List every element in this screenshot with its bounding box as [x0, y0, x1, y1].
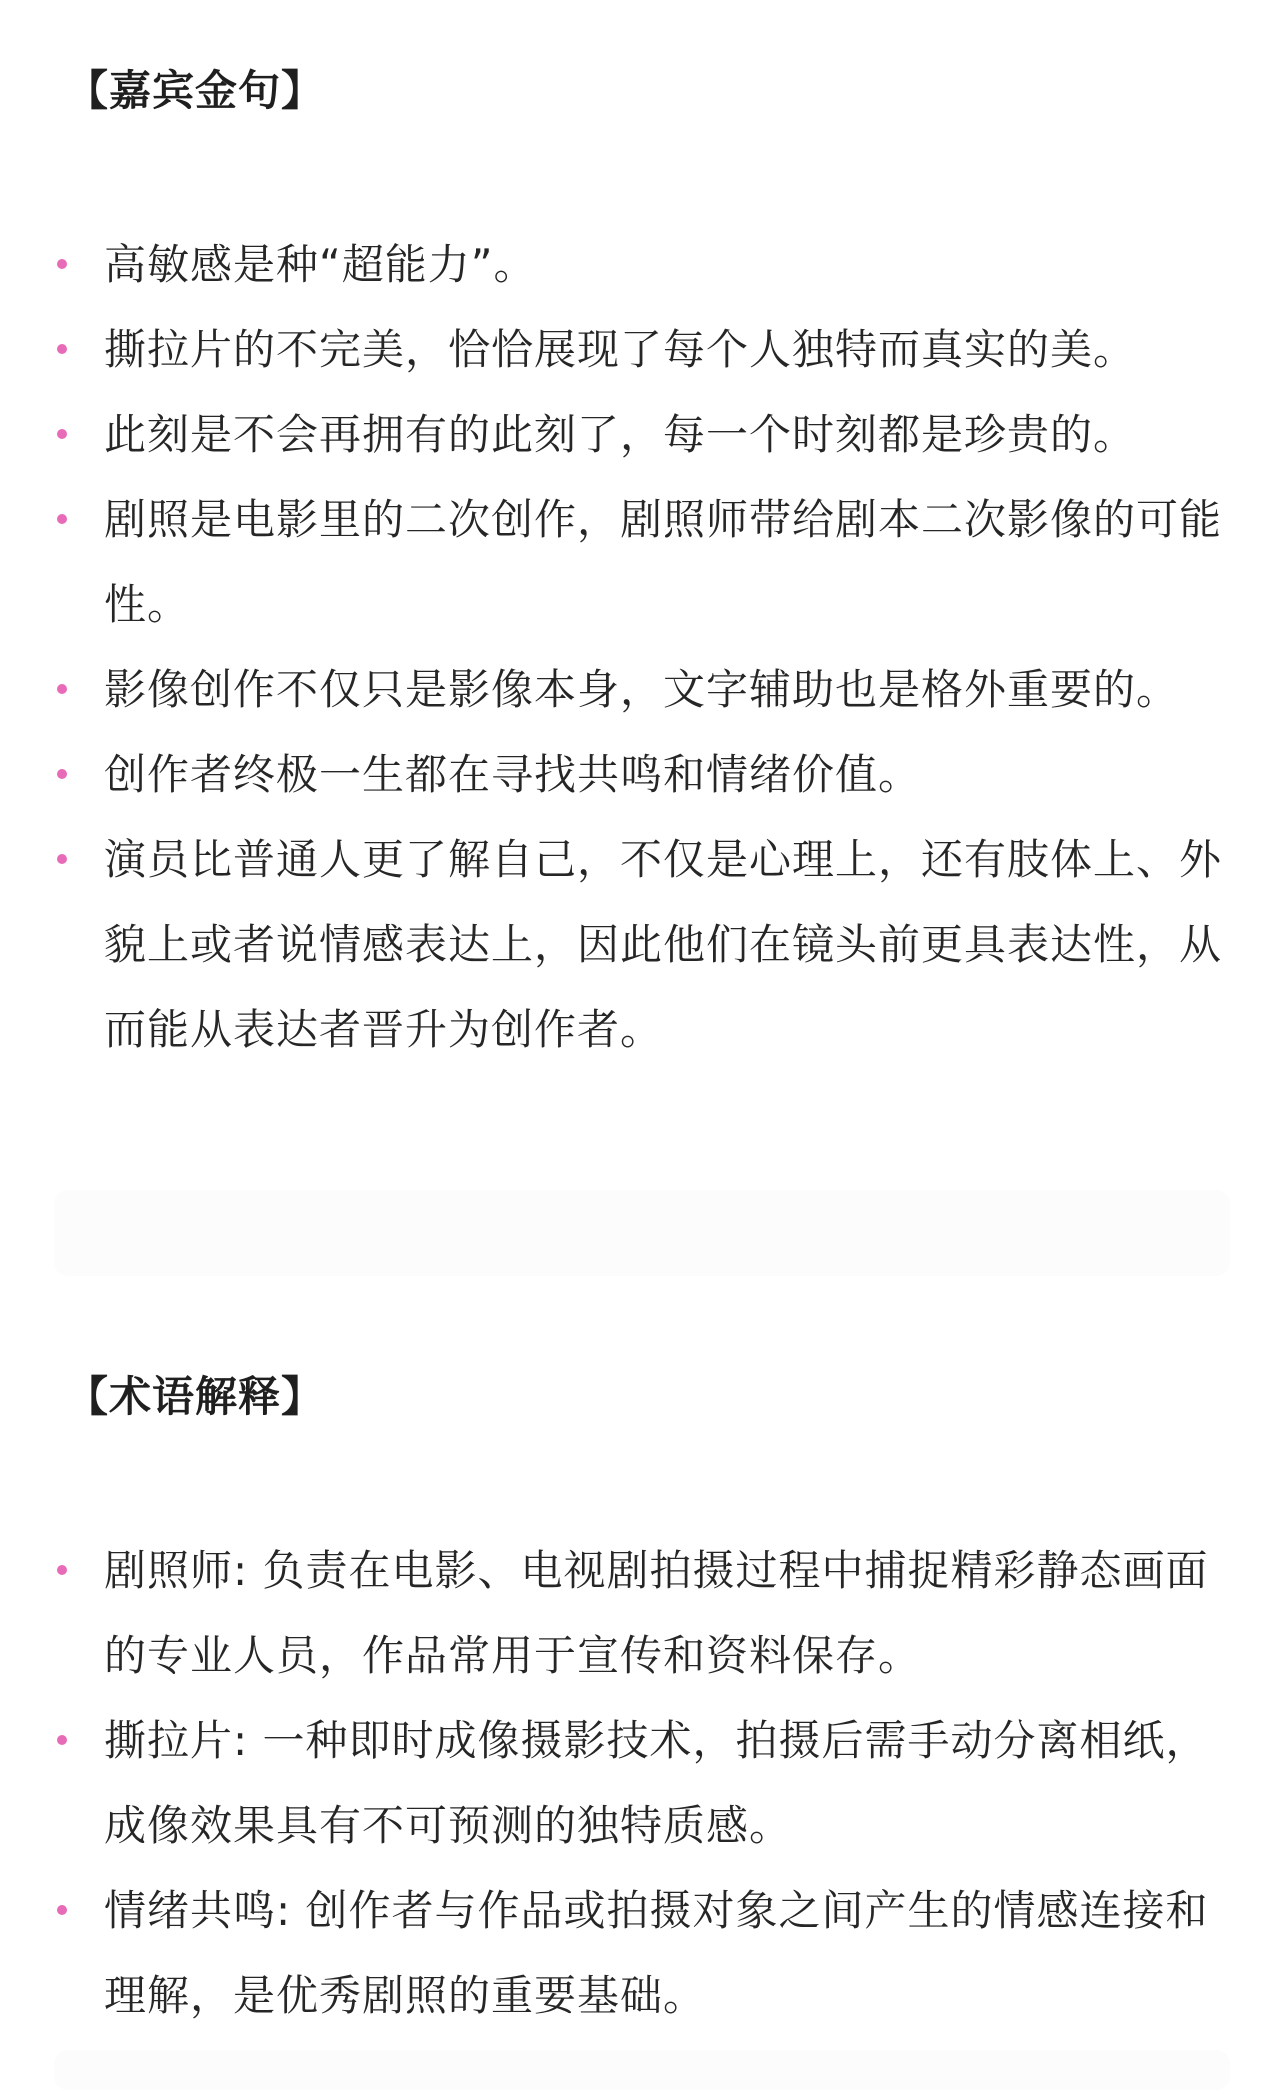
quote-item: [0, 222, 1283, 307]
bottom-card: [54, 2050, 1230, 2090]
term-item: [0, 1868, 1283, 2038]
term-text: 撕拉片: 一种即时成像摄影技术，拍摄后需手动分离相纸，成像效果具有不可预测的独特质感。: [104, 1716, 1209, 1850]
quote-item: [0, 647, 1283, 732]
bullet-dot-icon: [57, 1905, 67, 1915]
bullet-dot-icon: [57, 854, 67, 864]
bullet-dot-icon: [57, 259, 67, 269]
quote-text: 高敏感是种“超能力”。: [104, 240, 537, 289]
quotes-heading: 【嘉宾金句】: [66, 66, 325, 115]
quote-item: [0, 392, 1283, 477]
bullet-dot-icon: [57, 344, 67, 354]
quote-text: 剧照是电影里的二次创作，剧照师带给剧本二次影像的可能性。: [104, 495, 1223, 629]
quote-item: [0, 732, 1283, 817]
bullet-dot-icon: [57, 514, 67, 524]
terms-heading: 【术语解释】: [66, 1372, 325, 1421]
terms-list: [0, 1528, 1283, 2038]
quote-text: 撕拉片的不完美，恰恰展现了每个人独特而真实的美。: [104, 325, 1137, 374]
term-item: [0, 1698, 1283, 1868]
bullet-dot-icon: [57, 684, 67, 694]
section-divider-card: [54, 1190, 1230, 1276]
quotes-list: [0, 222, 1283, 1072]
bullet-dot-icon: [57, 769, 67, 779]
quote-text: 此刻是不会再拥有的此刻了，每一个时刻都是珍贵的。: [104, 410, 1137, 459]
quotes-section: [0, 56, 1283, 1072]
bullet-dot-icon: [57, 1565, 67, 1575]
quote-item: [0, 307, 1283, 392]
bullet-dot-icon: [57, 1735, 67, 1745]
term-item: [0, 1528, 1283, 1698]
term-text: 情绪共鸣: 创作者与作品或拍摄对象之间产生的情感连接和理解，是优秀剧照的重要基础。: [104, 1886, 1209, 2020]
quote-text: 影像创作不仅只是影像本身，文字辅助也是格外重要的。: [104, 665, 1180, 714]
terms-section: [0, 1362, 1283, 2038]
quote-text: 演员比普通人更了解自己，不仅是心理上，还有肢体上、外貌上或者说情感表达上，因此他们在镜头前更具表达性，从而能从表达者晋升为创作者。: [104, 835, 1223, 1054]
term-text: 剧照师: 负责在电影、电视剧拍摄过程中捕捉精彩静态画面的专业人员，作品常用于宣传和资料保存。: [104, 1546, 1209, 1680]
quote-text: 创作者终极一生都在寻找共鸣和情绪价值。: [104, 750, 922, 799]
quote-item: [0, 817, 1283, 1072]
quote-item: [0, 477, 1283, 647]
bullet-dot-icon: [57, 429, 67, 439]
